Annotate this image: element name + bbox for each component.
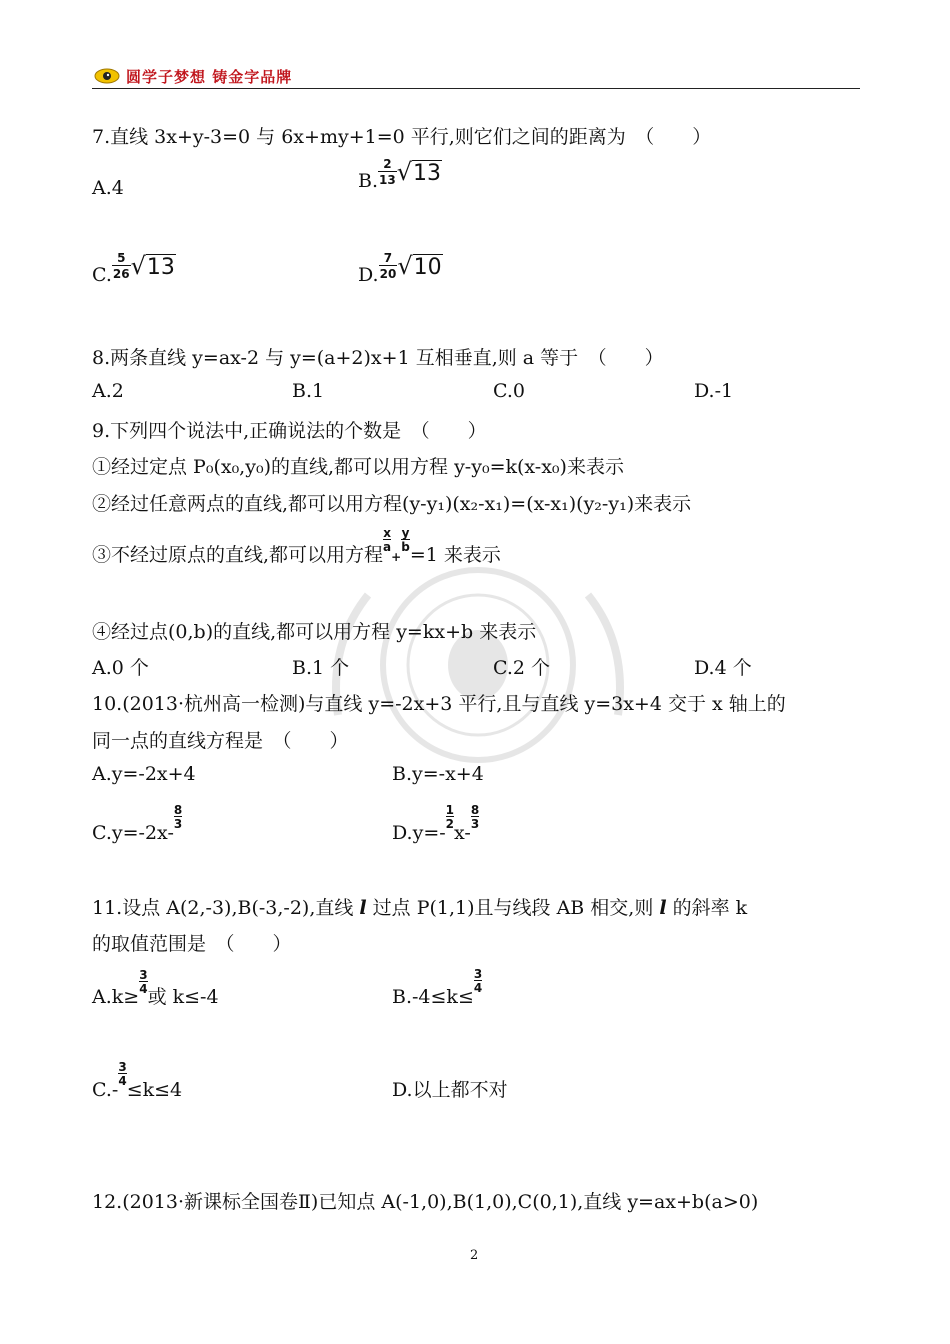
q9-statement-1: ①经过定点 P₀(x₀,y₀)的直线,都可以用方程 y-y₀=k(x-x₀)来表示: [92, 456, 624, 478]
q10-d-fraction-1: [446, 804, 454, 830]
q11-b-fraction: [474, 968, 482, 994]
q9-option-c: C.2 个: [493, 657, 551, 679]
q8-option-c: C.0: [493, 380, 525, 402]
q9-option-a: A.0 个: [92, 657, 149, 679]
q11-line-l-1: l: [359, 897, 367, 919]
q11-c-fraction: [118, 1061, 126, 1087]
q9-statement-4: ④经过点(0,b)的直线,都可以用方程 y=kx+b 来表示: [92, 621, 537, 643]
q11-stem-line-1: [92, 893, 747, 920]
q7-option-b-label: B.: [358, 170, 379, 192]
q10-d-f1-den: 2: [445, 817, 455, 831]
q9-s3-f2-den: b: [401, 540, 410, 554]
q11-a-text-post: 或 k≤-4: [147, 986, 219, 1008]
q10-option-a: A.y=-2x+4: [92, 763, 196, 785]
q11-stem-part-b: 过点 P(1,1)且与线段 AB 相交,则: [366, 897, 660, 919]
q10-d-text-pre: D.y=-: [392, 822, 446, 844]
q7-d-den: 20: [379, 267, 397, 281]
q7-d-num: 7: [383, 251, 393, 265]
page-header: [92, 64, 860, 89]
q10-stem-line-1: 10.(2013·杭州高一检测)与直线 y=-2x+3 平行,且与直线 y=3x+4 交于 x 轴上的: [92, 693, 786, 715]
q7-b-num: 2: [383, 157, 392, 171]
q11-b-text-pre: B.-4≤k≤: [392, 986, 474, 1008]
q10-stem-line-2: 同一点的直线方程是 （ ）: [92, 730, 349, 752]
q9-s3-fraction-x: [383, 527, 391, 553]
q7-c-num: 5: [117, 251, 126, 265]
q11-c-den: 4: [118, 1074, 127, 1088]
q7-c-den: 26: [112, 267, 130, 281]
q10-option-c: [92, 803, 183, 844]
q7-b-radical: √13: [396, 158, 442, 186]
q7-c-rad-value: 13: [146, 255, 175, 280]
q7-stem: 7.直线 3x+y-3=0 与 6x+my+1=0 平行,则它们之间的距离为 （ ）: [92, 126, 712, 148]
q11-a-num: 3: [139, 968, 148, 982]
q9-s3-text-post: =1 来表示: [409, 544, 501, 566]
q7-d-radical: √10: [397, 252, 442, 280]
q11-line-l-2: l: [659, 897, 667, 919]
q8-option-a: A.2: [92, 380, 124, 402]
logo-icon: [94, 67, 120, 85]
q10-d-f2-den: 3: [470, 817, 480, 831]
q11-a-den: 4: [139, 982, 148, 996]
q10-d-f2-num: 8: [470, 803, 480, 817]
q11-a-fraction: [139, 969, 147, 995]
q7-d-fraction: [379, 252, 398, 280]
q9-s3-f1-den: a: [383, 540, 392, 554]
q10-c-text: C.y=-2x-: [92, 822, 174, 844]
page-number: 2: [470, 1248, 479, 1263]
q11-option-a: [92, 968, 219, 1009]
q9-s3-f2-num: y: [401, 526, 410, 540]
q11-c-text-post: ≤k≤4: [126, 1079, 183, 1101]
q11-stem-part-c: 的斜率 k: [666, 897, 748, 919]
q11-b-den: 4: [473, 981, 483, 995]
q9-s3-text-pre: ③不经过原点的直线,都可以用方程: [92, 544, 384, 566]
q7-b-fraction: [378, 158, 397, 186]
q12-stem: 12.(2013·新课标全国卷Ⅱ)已知点 A(-1,0),B(1,0),C(0,1),直线 y=ax+b(a>0): [92, 1191, 759, 1213]
q9-stem: 9.下列四个说法中,正确说法的个数是 （ ）: [92, 420, 487, 442]
header-slogan: 圆学子梦想 铸金字品牌: [126, 68, 293, 86]
q8-option-b: B.1: [292, 380, 325, 402]
q10-c-fraction: [174, 804, 182, 830]
q9-option-b: B.1 个: [292, 657, 350, 679]
q11-c-text-pre: C.-: [92, 1079, 119, 1101]
q10-c-num: 8: [173, 803, 183, 817]
q7-b-rad-value: 13: [413, 161, 442, 186]
watermark-emblem-icon: [318, 565, 638, 765]
q11-option-c: [92, 1060, 183, 1101]
q9-s3-f1-num: x: [383, 526, 391, 540]
q11-stem-line-2: 的取值范围是 （ ）: [92, 933, 292, 955]
q7-option-c: [92, 252, 176, 286]
q9-s3-plus: +: [391, 550, 402, 564]
q9-s3-fraction-y: [401, 527, 410, 553]
q7-c-radical: √13: [130, 252, 175, 280]
q9-option-d: D.4 个: [694, 657, 752, 679]
q10-d-f1-num: 1: [445, 803, 455, 817]
q7-option-a: A.4: [92, 177, 124, 199]
q7-d-rad-value: 10: [413, 255, 442, 280]
q11-option-d: D.以上都不对: [392, 1079, 508, 1101]
q11-option-b: [392, 967, 483, 1008]
q7-option-d-label: D.: [358, 264, 379, 286]
q11-c-num: 3: [118, 1060, 127, 1074]
q7-b-den: 13: [379, 173, 396, 187]
q8-option-d: D.-1: [694, 380, 734, 402]
q10-c-den: 3: [173, 817, 183, 831]
q10-d-text-mid: x-: [454, 822, 471, 844]
q7-c-fraction: [112, 252, 131, 280]
q7-option-d: [358, 252, 443, 286]
q8-stem: 8.两条直线 y=ax-2 与 y=(a+2)x+1 互相垂直,则 a 等于 （ ）: [92, 347, 664, 369]
q7-option-c-label: C.: [92, 264, 112, 286]
q10-option-b: B.y=-x+4: [392, 763, 484, 785]
q9-statement-2: ②经过任意两点的直线,都可以用方程(y-y₁)(x₂-x₁)=(x-x₁)(y₂-y₁)来表示: [92, 493, 692, 515]
q11-a-text-pre: A.k≥: [92, 986, 140, 1008]
q9-statement-3: [92, 526, 501, 567]
q7-option-b: [358, 158, 442, 192]
q11-stem-part-a: 11.设点 A(2,-3),B(-3,-2),直线: [92, 897, 360, 919]
q10-option-d: [392, 803, 480, 844]
q11-b-num: 3: [473, 967, 483, 981]
q10-d-fraction-2: [471, 804, 479, 830]
